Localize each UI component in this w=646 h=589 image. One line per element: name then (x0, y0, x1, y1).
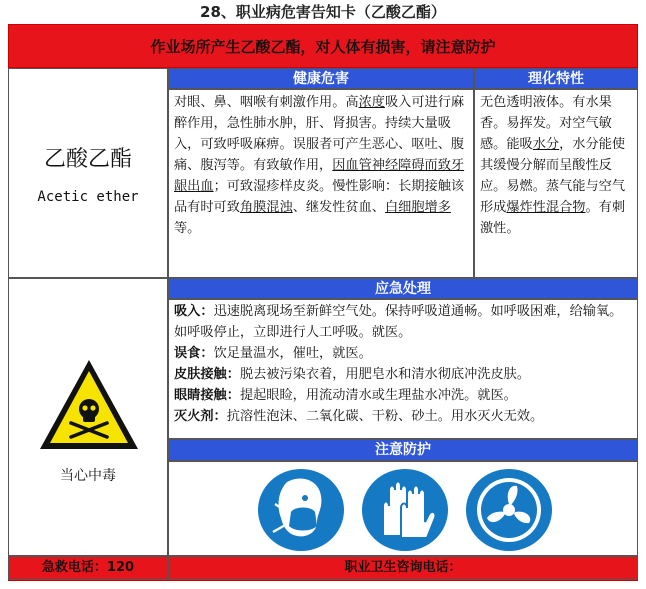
health-hazard-segment: 等。 (174, 221, 201, 236)
health-hazard-segment: 白细胞增多 (385, 200, 451, 215)
emergency-item-text: 饮足量温水，催吐，就医。 (213, 346, 372, 361)
properties-header: 理化特性 (474, 68, 638, 89)
health-hazard-text (168, 89, 474, 278)
health-hazard-segment: 对眼、鼻、咽喉有刺激作用。高 (174, 95, 359, 110)
health-hazard-segment: 、继发性贫血、 (292, 200, 385, 215)
emergency-item-label: 吸入： (174, 304, 214, 319)
emergency-item-text: 脱去被污染衣着，用肥皂水和清水彻底冲洗皮肤。 (239, 367, 531, 382)
respirator-mask-icon (257, 468, 345, 552)
health-hazard-segment: 浓度 (358, 95, 385, 110)
substance-name-cn: 乙酸乙酯 (43, 146, 132, 172)
emergency-item-label: 眼睛接触： (174, 388, 240, 403)
health-hazard-segment: ；可致湿疹样皮炎。慢性影响：长期接触该品有时可致 (174, 179, 465, 215)
warning-sign-label: 当心中毒 (60, 468, 116, 484)
properties-segment: 。有刺激性。 (480, 200, 626, 236)
emergency-item-text: 抗溶性泡沫、二氧化碳、干粉、砂土。用水灭火无效。 (226, 409, 544, 424)
emergency-item (174, 343, 632, 364)
emergency-item (174, 406, 632, 427)
emergency-item-label: 皮肤接触： (174, 367, 240, 382)
properties-text (474, 89, 638, 278)
emergency-item-text: 迅速脱离现场至新鲜空气处。保持呼吸道通畅。如呼吸困难，给输氧。如呼吸停止，立即进行人工呼吸。就医。 (174, 304, 623, 340)
properties-segment: 爆炸性混合物 (506, 200, 586, 215)
health-hazard-header: 健康危害 (168, 68, 474, 89)
properties-segment: ，水分能使其缓慢分解而呈酸性反应。易燃。蒸气能与空气形成 (480, 137, 626, 215)
health-hazard-segment: 吸入可进行麻醉作用，急性肺水肿，肝、肾损害。持续大量吸入，可致呼吸麻痹。误服者可产生恶心、呕吐、腹痛、腹泻等。有致敏作用， (174, 95, 465, 173)
protective-gloves-icon (361, 468, 449, 552)
emergency-item (174, 385, 632, 406)
substance-name-cell (8, 68, 168, 278)
warning-banner: 作业场所产生乙酸乙酯，对人体有损害，请注意防护 (8, 24, 638, 68)
precautions-header: 注意防护 (168, 439, 638, 461)
emergency-item-label: 灭火剂： (174, 409, 227, 424)
emergency-item-text: 提起眼睑，用流动清水或生理盐水冲洗。就医。 (239, 388, 517, 403)
health-hazard-segment: 角膜混浊 (239, 200, 293, 215)
precautions-icons (168, 461, 638, 556)
substance-name-en: Acetic ether (37, 188, 139, 205)
consult-phone: 职业卫生咨询电话： (168, 556, 638, 580)
emergency-item (174, 301, 632, 343)
warning-sign-cell (8, 278, 168, 556)
properties-segment: 水分 (532, 137, 560, 152)
emergency-text (168, 299, 638, 439)
skull-crossbones-warning-icon (37, 357, 141, 453)
emergency-item (174, 364, 632, 385)
properties-segment: 无色透明液体。有水果香。易挥发。对空气敏感。能吸 (480, 95, 612, 152)
health-hazard-segment: 因血管神经障碍而致牙龈出血 (174, 158, 465, 194)
ventilation-fan-icon (465, 468, 553, 552)
emergency-header: 应急处理 (168, 278, 638, 299)
page-title: 28、职业病危害告知卡（乙酸乙酯） (200, 3, 446, 21)
emergency-phone: 急救电话：120 (8, 556, 168, 580)
emergency-item-label: 误食： (174, 346, 214, 361)
